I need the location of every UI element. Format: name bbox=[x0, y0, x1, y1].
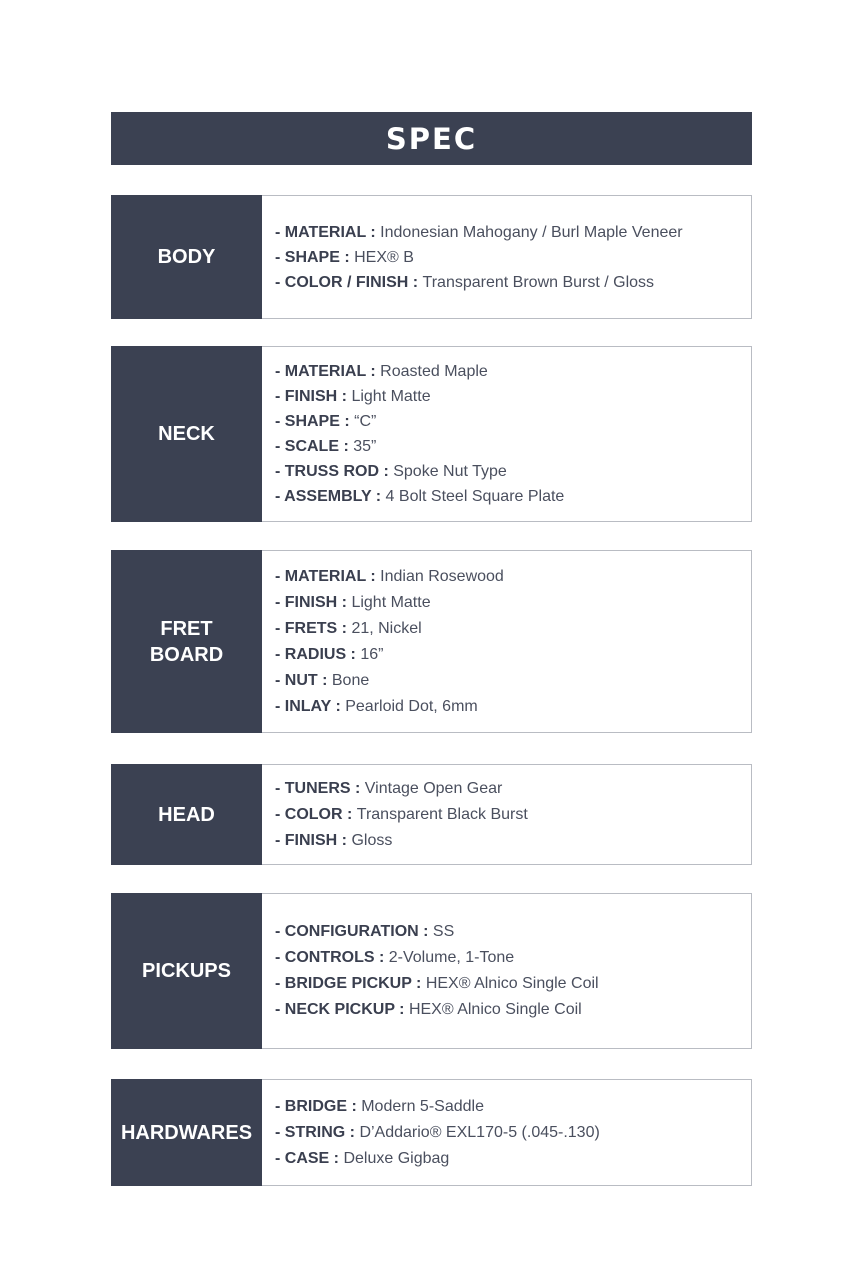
spec-key: - NUT : bbox=[275, 671, 332, 689]
section-label: FRET BOARD bbox=[149, 617, 224, 666]
spec-value: “C” bbox=[354, 413, 377, 430]
spec-value: Gloss bbox=[351, 831, 393, 849]
spec-key: - RADIUS : bbox=[275, 645, 361, 663]
spec-item bbox=[275, 459, 741, 484]
spec-value: Pearloid Dot, 6mm bbox=[345, 697, 478, 715]
spec-value: Transparent Brown Burst / Gloss bbox=[422, 273, 655, 291]
spec-value: HEX® Alnico Single Coil bbox=[425, 975, 599, 992]
section-label-cell bbox=[111, 550, 262, 733]
spec-item bbox=[275, 1120, 741, 1146]
spec-key: - MATERIAL : bbox=[275, 567, 381, 585]
spec-key: - COLOR / FINISH : bbox=[275, 273, 423, 291]
spec-key: - SHAPE : bbox=[275, 248, 355, 266]
spec-key: - TUNERS : bbox=[275, 779, 365, 797]
spec-item bbox=[275, 616, 741, 642]
spec-value: SS bbox=[432, 923, 455, 940]
section-label-cell bbox=[111, 764, 262, 865]
spec-value: 4 Bolt Steel Square Plate bbox=[385, 488, 565, 505]
spec-value: HEX® Alnico Single Coil bbox=[408, 1001, 582, 1018]
spec-key: - NECK PICKUP : bbox=[275, 1001, 409, 1018]
spec-key: - BRIDGE PICKUP : bbox=[275, 975, 426, 992]
spec-key: - FINISH : bbox=[275, 593, 352, 611]
spec-value: Bone bbox=[331, 671, 370, 689]
spec-key: - SCALE : bbox=[275, 438, 354, 455]
spec-item bbox=[275, 359, 741, 384]
spec-item bbox=[275, 971, 741, 997]
spec-value: D’Addario® EXL170-5 (.045-.130) bbox=[359, 1123, 600, 1141]
spec-list bbox=[262, 346, 752, 522]
spec-item bbox=[275, 220, 741, 245]
spec-value: 21, Nickel bbox=[351, 619, 422, 637]
spec-item bbox=[275, 694, 741, 720]
spec-section-fretboard bbox=[111, 550, 752, 733]
spec-item bbox=[275, 997, 741, 1023]
section-label: HEAD bbox=[158, 803, 215, 826]
spec-key: - STRING : bbox=[275, 1123, 360, 1141]
spec-item bbox=[275, 668, 741, 694]
section-label-cell bbox=[111, 346, 262, 522]
spec-key: - SHAPE : bbox=[275, 413, 355, 430]
section-label-cell bbox=[111, 1079, 262, 1186]
page-title: SPEC bbox=[385, 121, 478, 156]
spec-key: - BRIDGE : bbox=[275, 1097, 362, 1115]
spec-key: - MATERIAL : bbox=[275, 223, 381, 241]
spec-value: Deluxe Gigbag bbox=[343, 1149, 450, 1167]
spec-item bbox=[275, 945, 741, 971]
spec-key: - INLAY : bbox=[275, 697, 346, 715]
spec-item bbox=[275, 270, 741, 295]
section-label-cell bbox=[111, 195, 262, 319]
spec-section-head bbox=[111, 764, 752, 865]
spec-key: - FINISH : bbox=[275, 831, 352, 849]
spec-value: Modern 5-Saddle bbox=[361, 1097, 484, 1115]
spec-section-body bbox=[111, 195, 752, 319]
section-label: PICKUPS bbox=[142, 960, 231, 982]
spec-item bbox=[275, 802, 741, 828]
spec-item bbox=[275, 828, 741, 854]
spec-value: Spoke Nut Type bbox=[393, 463, 507, 480]
spec-list bbox=[262, 195, 752, 319]
spec-value: 2-Volume, 1-Tone bbox=[388, 949, 515, 966]
spec-key: - MATERIAL : bbox=[275, 363, 381, 380]
spec-list bbox=[262, 893, 752, 1049]
spec-list bbox=[262, 1079, 752, 1186]
spec-key: - ASSEMBLY : bbox=[275, 488, 386, 505]
spec-value: 16” bbox=[360, 645, 384, 663]
spec-item bbox=[275, 1094, 741, 1120]
spec-item bbox=[275, 384, 741, 409]
spec-value: Transparent Black Burst bbox=[356, 805, 528, 823]
spec-key: - CONFIGURATION : bbox=[275, 923, 433, 940]
spec-key: - COLOR : bbox=[275, 805, 357, 823]
spec-key: - FRETS : bbox=[275, 619, 352, 637]
spec-section-hardwares bbox=[111, 1079, 752, 1186]
spec-item bbox=[275, 590, 741, 616]
spec-value: 35” bbox=[353, 438, 377, 455]
spec-section-neck bbox=[111, 346, 752, 522]
spec-item bbox=[275, 776, 741, 802]
spec-key: - FINISH : bbox=[275, 388, 352, 405]
spec-section-pickups bbox=[111, 893, 752, 1049]
section-label-cell bbox=[111, 893, 262, 1049]
spec-item bbox=[275, 564, 741, 590]
section-label: HARDWARES bbox=[120, 1121, 253, 1144]
spec-list bbox=[262, 550, 752, 733]
spec-key: - CASE : bbox=[275, 1149, 344, 1167]
section-label: BODY bbox=[157, 246, 216, 268]
spec-key: - CONTROLS : bbox=[275, 949, 389, 966]
spec-item bbox=[275, 409, 741, 434]
spec-value: Light Matte bbox=[351, 593, 431, 611]
spec-item bbox=[275, 245, 741, 270]
spec-value: Indian Rosewood bbox=[380, 567, 504, 585]
spec-header bbox=[111, 112, 752, 165]
spec-value: Indonesian Mahogany / Burl Maple Veneer bbox=[380, 223, 683, 241]
spec-value: HEX® B bbox=[354, 248, 414, 266]
spec-value: Roasted Maple bbox=[380, 363, 488, 380]
spec-item bbox=[275, 434, 741, 459]
spec-item bbox=[275, 919, 741, 945]
spec-item bbox=[275, 642, 741, 668]
spec-value: Light Matte bbox=[351, 388, 431, 405]
section-label: NECK bbox=[158, 423, 215, 445]
spec-key: - TRUSS ROD : bbox=[275, 463, 394, 480]
spec-item bbox=[275, 1146, 741, 1172]
spec-value: Vintage Open Gear bbox=[364, 779, 503, 797]
spec-list bbox=[262, 764, 752, 865]
spec-item bbox=[275, 484, 741, 509]
